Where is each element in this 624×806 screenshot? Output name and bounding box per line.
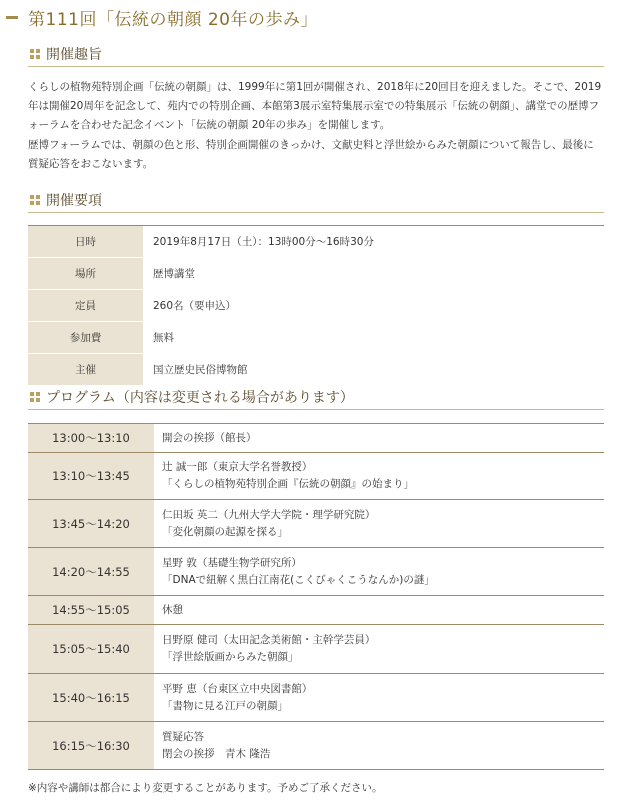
table-row [28,354,604,386]
program-time: 13:45〜14:20 [28,500,154,548]
program-desc [154,674,604,722]
section-label: 開催趣旨 [46,47,102,63]
grid-squares-icon [30,392,40,402]
program-line: 星野 敦（基礎生物学研究所） [162,556,302,569]
table-row [28,226,604,258]
table-row [28,722,604,770]
program-line: 仁田坂 英二（九州大学大学院・理学研究院） [162,508,376,521]
program-desc [154,596,604,625]
table-row [28,424,604,453]
program-line: 休憩 [162,603,183,616]
details-key: 場所 [28,258,143,290]
grid-squares-icon [30,49,40,59]
section-heading-purpose [28,42,604,67]
grid-squares-icon [30,195,40,205]
section-heading-program [28,385,604,410]
program-line: 「DNAで紐解く黒白江南花(こくびゃくこうなんか)の謎」 [162,573,435,586]
details-value: 国立歴史民俗博物館 [143,354,604,386]
section-label: 開催要項 [46,193,102,209]
program-time: 14:20〜14:55 [28,548,154,596]
program-line: 開会の挨拶（館長） [162,431,257,444]
program-desc [154,625,604,674]
section-heading-details [28,188,604,213]
program-line: 「変化朝顔の起源を探る」 [162,525,288,538]
details-key: 主催 [28,354,143,386]
table-row [28,290,604,322]
details-key: 定員 [28,290,143,322]
program-time: 13:00〜13:10 [28,424,154,453]
program-time: 15:40〜16:15 [28,674,154,722]
program-line: 「浮世絵版画からみた朝顔」 [162,651,299,663]
program-line: 質疑応答 [162,730,204,743]
details-value: 260名（要申込） [143,290,604,322]
program-desc [154,722,604,770]
program-line: 「書物に見る江戸の朝顔」 [162,699,288,712]
footnote: ※内容や講師は都合により変更することがあります。予めご了承ください。 [28,782,383,794]
details-value: 2019年8月17日（土）：13時00分〜16時30分 [143,226,604,258]
title-bar-icon [6,16,18,19]
program-desc [154,453,604,500]
page-title [0,0,624,34]
program-desc [154,424,604,453]
purpose-paragraph-1: くらしの植物苑特別企画「伝統の朝顔」は、1999年に第1回が開催され、2018年に20回目を迎えました。そこで、2019年は開催20周年を記念して、苑内での特別企画、本館第3展示室特集展示室での特集展示「伝統の朝顔」、講堂での歴博フォーラムを合わせた記念イベント「伝統の朝顔 20年の歩み」を開催します。 [28,81,602,131]
program-desc [154,500,604,548]
table-row [28,500,604,548]
program-time: 14:55〜15:05 [28,596,154,625]
table-row [28,322,604,354]
details-value: 歴博講堂 [143,258,604,290]
table-row [28,625,604,674]
table-row [28,453,604,500]
program-line: 平野 恵（台東区立中央図書館） [162,682,313,695]
program-table [28,423,604,770]
details-table [28,225,604,386]
program-time: 16:15〜16:30 [28,722,154,770]
program-desc [154,548,604,596]
program-line: 「くらしの植物苑特別企画『伝統の朝顔』の始まり」 [162,478,414,490]
program-line: 閉会の挨拶 青木 隆浩 [162,747,271,760]
section-label: プログラム（内容は変更される場合があります） [46,390,354,406]
table-row [28,258,604,290]
program-line: 辻 誠一郎（東京大学名誉教授） [162,461,313,473]
table-row [28,674,604,722]
details-value: 無料 [143,322,604,354]
page-title-text: 第111回「伝統の朝顔 20年の歩み」 [28,9,318,30]
program-time: 13:10〜13:45 [28,453,154,500]
details-key: 日時 [28,226,143,258]
program-line: 日野原 健司（太田記念美術館・主幹学芸員） [162,634,376,646]
details-key: 参加費 [28,322,143,354]
table-row [28,596,604,625]
purpose-paragraph-2: 歴博フォーラムでは、朝顔の色と形、特別企画開催のきっかけ、文献史料と浮世絵からみた朝顔について報告し、最後に質疑応答をおこないます。 [28,139,594,170]
program-time: 15:05〜15:40 [28,625,154,674]
table-row [28,548,604,596]
